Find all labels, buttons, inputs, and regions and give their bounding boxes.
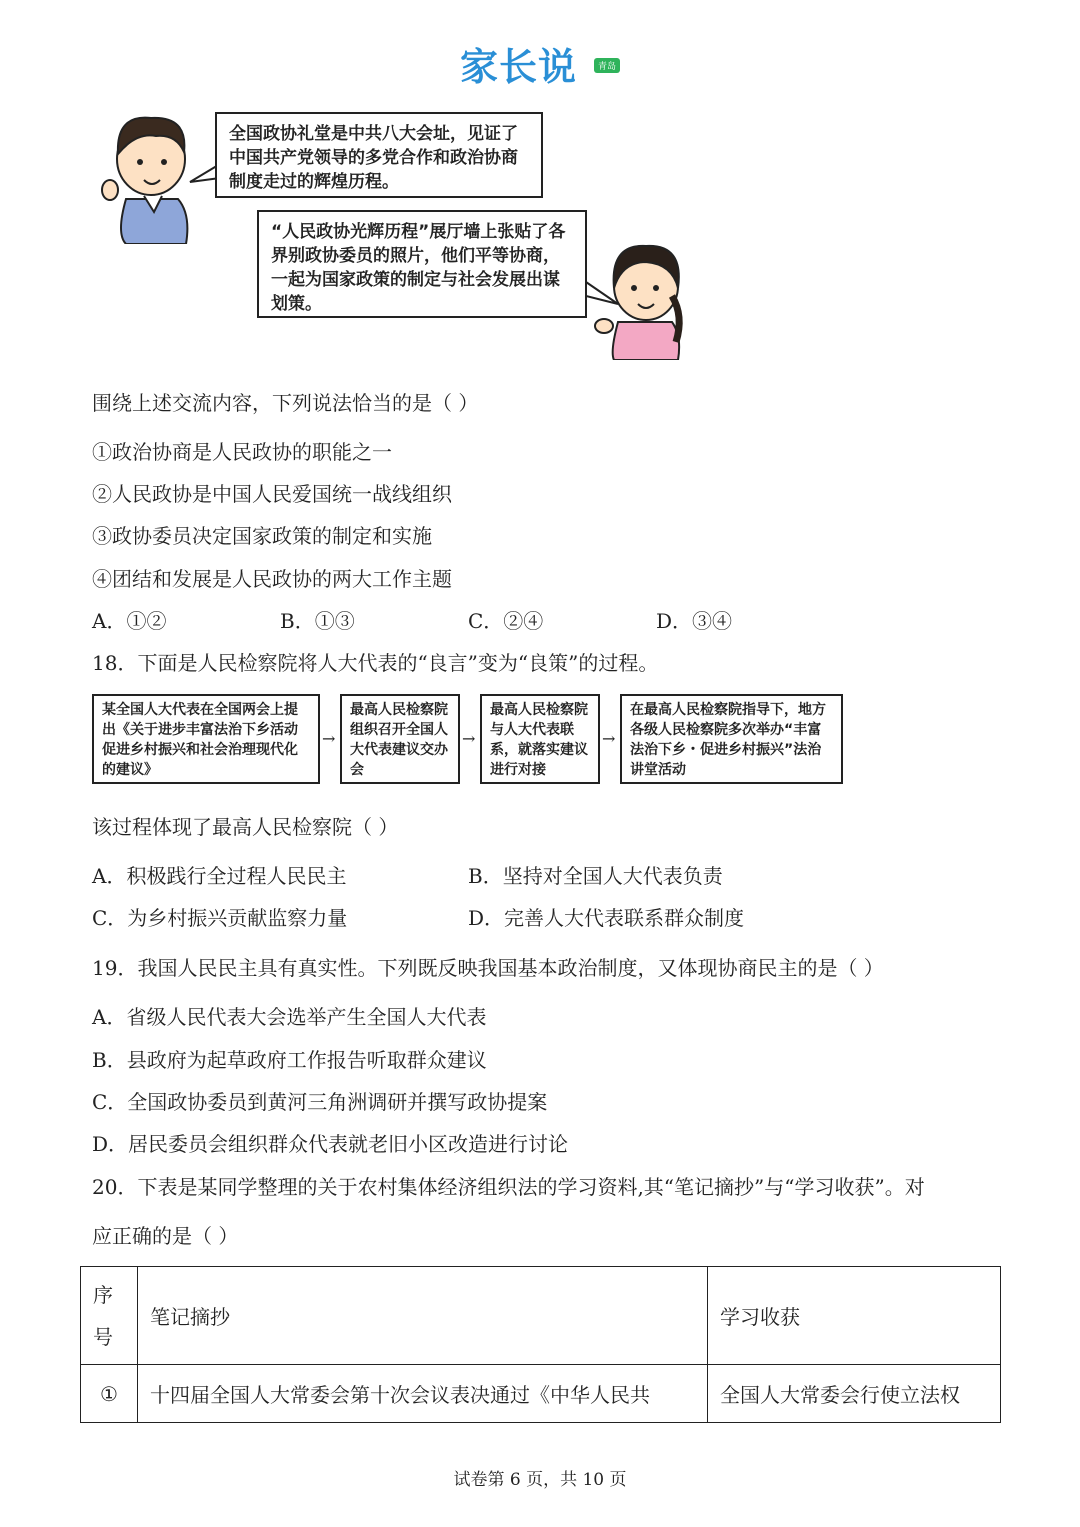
boy-illustration — [96, 104, 196, 244]
table-cell-gains: 全国人大常委会行使立法权 — [708, 1365, 1001, 1423]
q18-option-b[interactable]: B．坚持对全国人大代表负责 — [468, 864, 723, 888]
q17-option-a[interactable]: A．①② — [92, 609, 167, 633]
girl-speech-bubble: “人民政协光辉历程”展厅墙上张贴了各界别政协委员的照片，他们平等协商，一起为国家政策的制定与社会发展出谋划策。 — [257, 210, 587, 318]
q19-option-b[interactable]: B．县政府为起草政府工作报告听取群众建议 — [92, 1048, 487, 1072]
q18-option-c[interactable]: C．为乡村振兴贡献监察力量 — [92, 906, 348, 930]
table-cell-notes: 十四届全国人大常委会第十次会议表决通过《中华人民共 — [138, 1365, 708, 1423]
flow-step-1: 某全国人大代表在全国两会上提出《关于进步丰富法治下乡活动促进乡村振兴和社会治理现代化的建议》 — [92, 694, 320, 784]
q18-stem: 18．下面是人民检察院将人大代表的“良言”变为“良策”的过程。 — [92, 651, 659, 675]
logo-badge: 青岛 — [594, 58, 620, 73]
q19-stem: 19．我国人民民主具有真实性。下列既反映我国基本政治制度，又体现协商民主的是（ ） — [92, 956, 884, 980]
boy-speech-bubble: 全国政协礼堂是中共八大会址，见证了中国共产党领导的多党合作和政治协商制度走过的辉煌历程。 — [215, 112, 543, 198]
table-header-notes: 笔记摘抄 — [138, 1267, 708, 1365]
arrow-right-icon: → — [462, 729, 476, 748]
table-row — [81, 1365, 1001, 1423]
arrow-right-icon: → — [602, 729, 616, 748]
q18-option-a[interactable]: A．积极践行全过程人民民主 — [92, 864, 347, 888]
flow-step-2: 最高人民检察院组织召开全国人大代表建议交办会 — [340, 694, 460, 784]
q17-option-b[interactable]: B．①③ — [280, 609, 355, 633]
table-header-gains: 学习收获 — [708, 1267, 1001, 1365]
q17-statement-4: ④团结和发展是人民政协的两大工作主题 — [92, 567, 452, 591]
flow-step-3: 最高人民检察院与人大代表联系，就落实建议进行对接 — [480, 694, 600, 784]
q19-option-a[interactable]: A．省级人民代表大会选举产生全国人大代表 — [92, 1005, 487, 1029]
q20-stem-line2: 应正确的是（ ） — [92, 1224, 239, 1248]
q19-option-d[interactable]: D．居民委员会组织群众代表就老旧小区改造进行讨论 — [92, 1132, 569, 1156]
q17-statement-3: ③政协委员决定国家政策的制定和实施 — [92, 524, 432, 548]
flow-step-4: 在最高人民检察院指导下，地方各级人民检察院多次举办“丰富法治下乡・促进乡村振兴”法治讲堂活动 — [620, 694, 843, 784]
girl-illustration — [592, 236, 692, 360]
arrow-right-icon: → — [322, 729, 336, 748]
table-header-row — [81, 1267, 1001, 1365]
q19-option-c[interactable]: C．全国政协委员到黄河三角洲调研并撰写政协提案 — [92, 1090, 548, 1114]
q18-question: 该过程体现了最高人民检察院（ ） — [92, 815, 399, 839]
brand-logo: 家长说 — [460, 45, 578, 89]
q17-statement-1: ①政治协商是人民政协的职能之一 — [92, 440, 392, 464]
table-header-index: 序号 — [81, 1267, 138, 1365]
q17-option-d[interactable]: D．③④ — [656, 609, 733, 633]
q20-table — [80, 1266, 1001, 1423]
table-cell-index: ① — [81, 1365, 138, 1423]
q17-statement-2: ②人民政协是中国人民爱国统一战线组织 — [92, 482, 452, 506]
q20-stem-line1: 20．下表是某同学整理的关于农村集体经济组织法的学习资料,其“笔记摘抄”与“学习收获”。对 — [92, 1175, 925, 1199]
q18-option-d[interactable]: D．完善人大代表联系群众制度 — [468, 906, 745, 930]
q17-option-c[interactable]: C．②④ — [468, 609, 544, 633]
q17-stem: 围绕上述交流内容，下列说法恰当的是（ ） — [92, 391, 479, 415]
page-footer: 试卷第 6 页，共 10 页 — [453, 1470, 627, 1490]
